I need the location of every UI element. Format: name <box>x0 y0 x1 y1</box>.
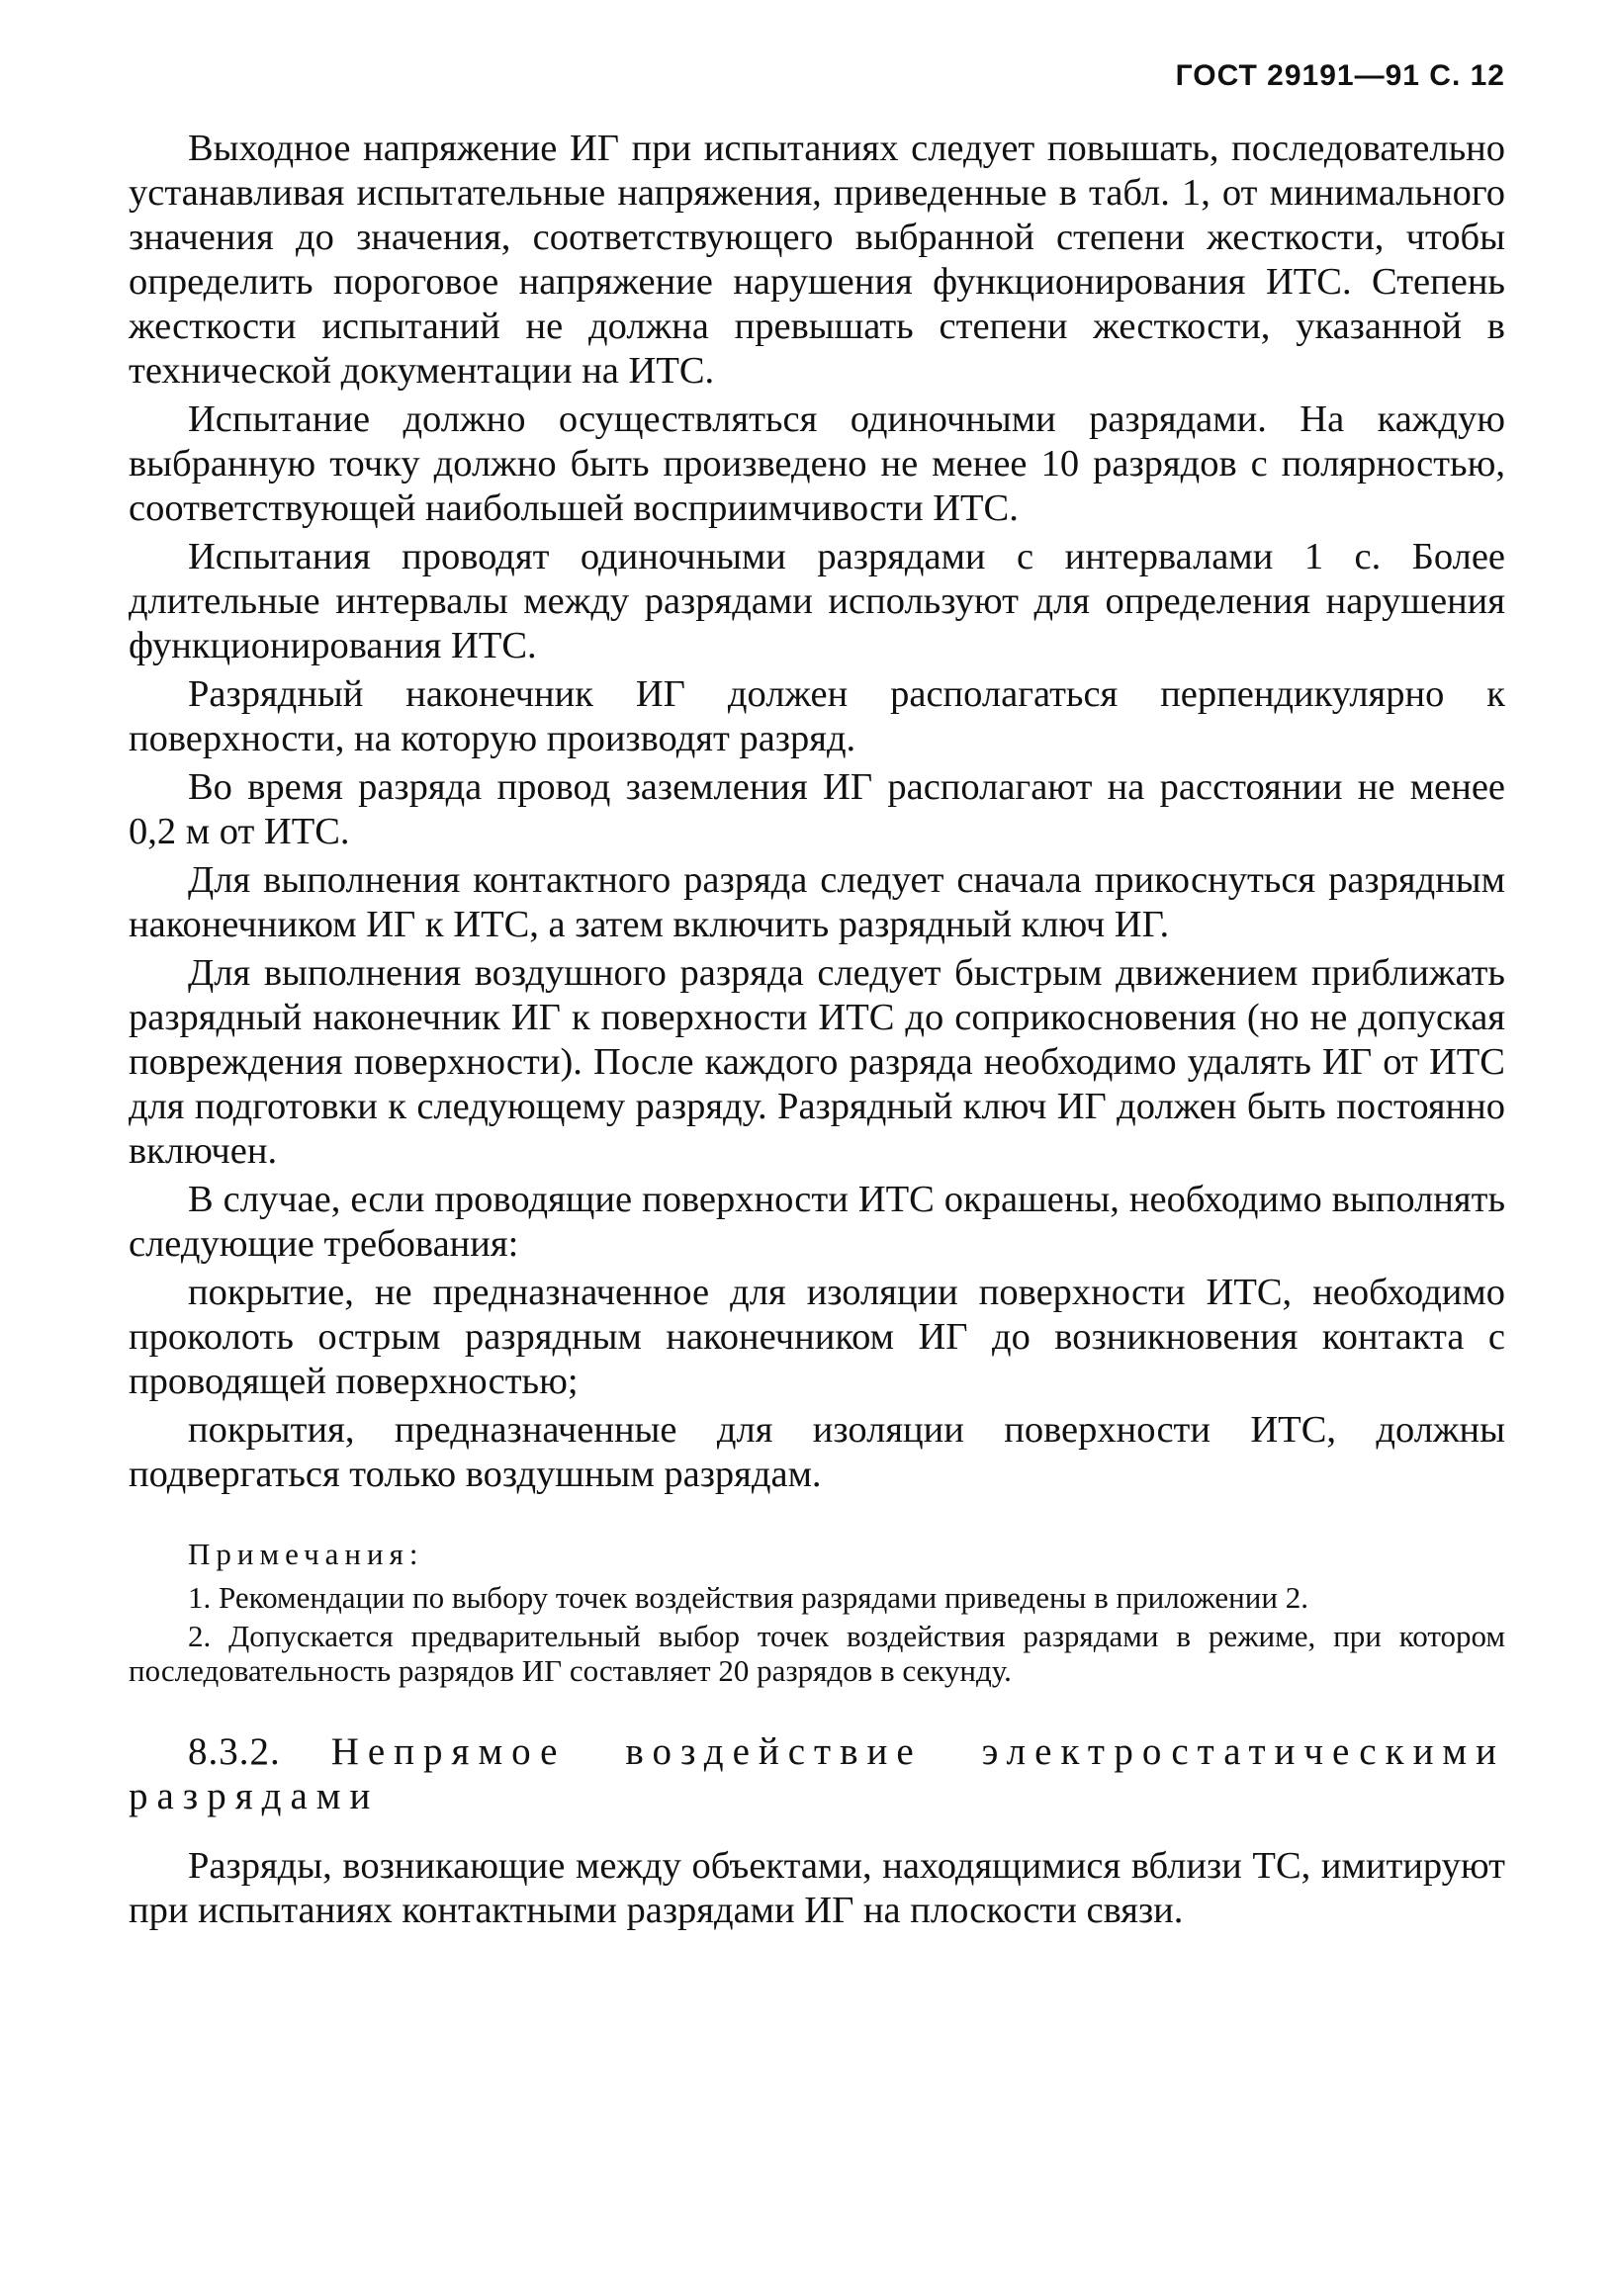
paragraph: Испытания проводят одиночными разрядами с интервалами 1 с. Более длительные интервалы между разрядами используют для определения нарушения функционирования ИТС. <box>129 536 1505 666</box>
note-item: 1. Рекомендации по выбору точек воздействия разрядами приведены в приложении 2. <box>188 1580 1308 1615</box>
list-item: покрытие, не предназначенное для изоляции поверхности ИТС, необходимо проколоть острым разрядным наконечником ИГ до возникновения контакта с проводящей поверхностью; <box>129 1272 1505 1402</box>
notes-title: Примечания: <box>188 1537 424 1571</box>
paragraph: Выходное напряжение ИГ при испытаниях следует повышать, последовательно устанавливая испытательные напряжения, приведенные в табл. 1, от минимального значения до значения, соответствующего выбранной степени жесткости, чтобы определить пороговое напряжение нарушения функционирования ИТС. Степень жесткости испытаний не должна превышать степени жесткости, указанной в технической документации на ИТС. <box>129 128 1505 392</box>
note-item: 2. Допускается предварительный выбор точек воздействия разрядами в режиме, при котором последовательность разрядов ИГ составляет 20 разрядов в секунду. <box>129 1619 1505 1688</box>
paragraph: Для выполнения контактного разряда следует сначала прикоснуться разрядным наконечником ИГ к ИТС, а затем включить разрядный ключ ИГ. <box>129 859 1505 945</box>
paragraph: Для выполнения воздушного разряда следует быстрым движением приближать разрядный наконечник ИГ к поверхности ИТС до соприкосновения (но не допуская повреждения поверхности). После каждого разряда необходимо удалять ИГ от ИТС для подготовки к следующему разряду. Разрядный ключ ИГ должен быть постоянно включен. <box>129 952 1505 1172</box>
section-title: Непрямое воздействие электростатическими разрядами <box>129 1730 1505 1817</box>
notes-block <box>129 1537 1505 1688</box>
list-item: покрытия, предназначенные для изоляции поверхности ИТС, должны подвергаться только воздушным разрядам. <box>129 1409 1505 1495</box>
paragraph: Разрядный наконечник ИГ должен располагаться перпендикулярно к поверхности, на которую производят разряд. <box>129 673 1505 759</box>
paragraph: В случае, если проводящие поверхности ИТС окрашены, необходимо выполнять следующие требования: <box>129 1179 1505 1265</box>
document-page <box>129 59 1505 1937</box>
section-heading <box>129 1729 1505 1818</box>
page-header: ГОСТ 29191—91 С. 12 <box>1175 59 1505 92</box>
paragraph: Испытание должно осуществляться одиночными разрядами. На каждую выбранную точку должно быть произведено не менее 10 разрядов с полярностью, соответствующей наибольшей восприимчивости ИТС. <box>129 398 1505 529</box>
section-number: 8.3.2. <box>188 1730 281 1773</box>
paragraph: Во время разряда провод заземления ИГ располагают на расстоянии не менее 0,2 м от ИТС. <box>129 766 1505 852</box>
paragraph: Разряды, возникающие между объектами, находящимися вблизи ТС, имитируют при испытаниях контактными разрядами ИГ на плоскости связи. <box>129 1845 1505 1931</box>
